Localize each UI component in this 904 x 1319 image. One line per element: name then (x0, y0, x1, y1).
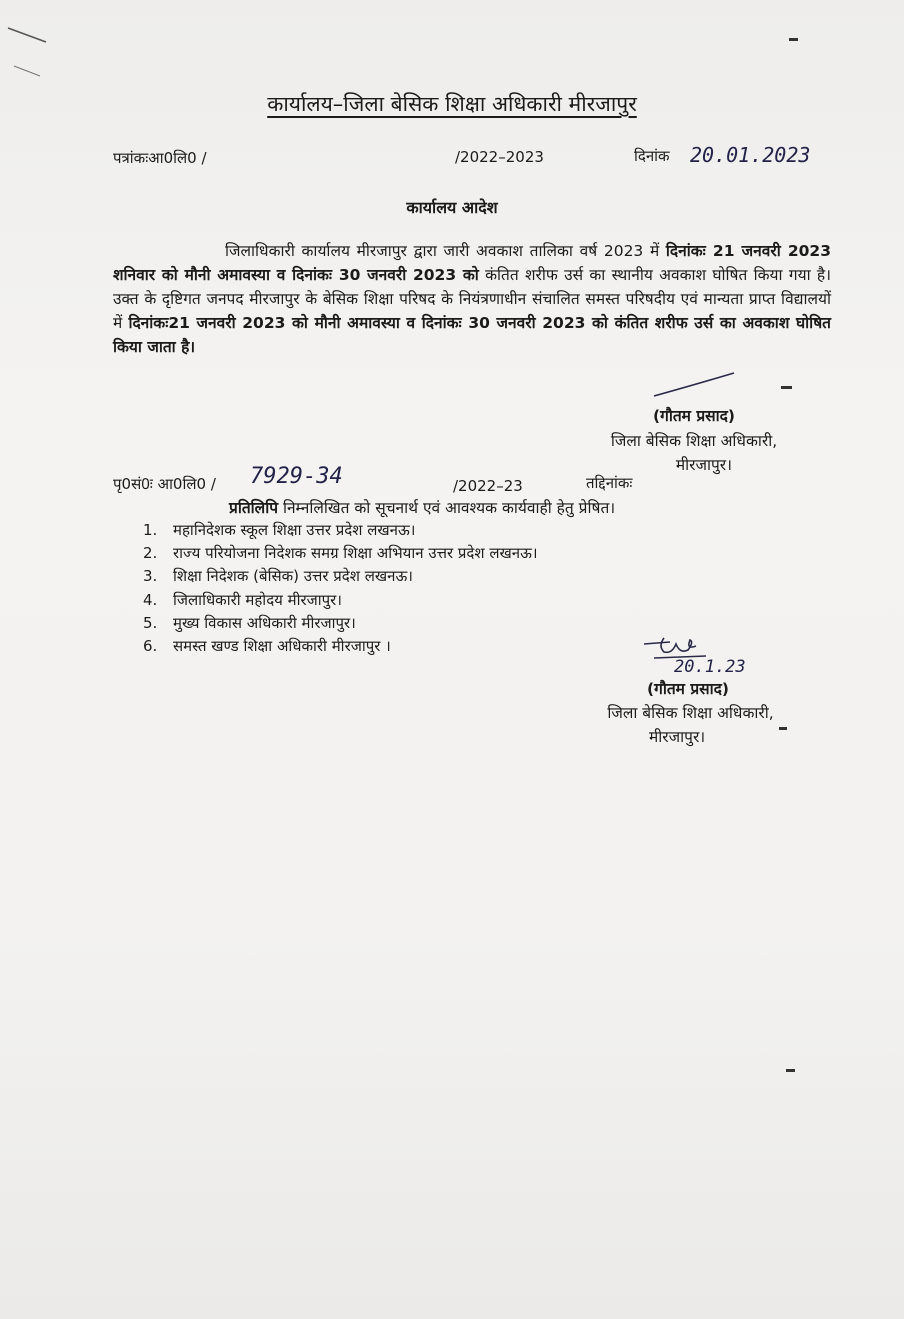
order-heading: कार्यालय आदेश (406, 198, 498, 217)
list-item: 6. समस्त खण्ड शिक्षा अधिकारी मीरजापुर । (143, 637, 391, 656)
endorsement-date-label: तद्दिनांकः (586, 474, 633, 492)
dot-mark (779, 727, 787, 730)
copy-to-text: निम्नलिखित को सूचनार्थ एवं आवश्यक कार्यवाही हेतु प्रेषित। (278, 499, 616, 517)
list-item: 2. राज्य परियोजना निदेशक समग्र शिक्षा अभियान उत्तर प्रदेश लखनऊ। (143, 544, 538, 563)
endorsement-ref-label: पृ0सं0ः आ0लि0 / (113, 475, 216, 493)
signatory-name-1: (गौतम प्रसाद) (653, 407, 735, 425)
signatory-place-1: मीरजापुर। (675, 456, 732, 474)
list-item: 3. शिक्षा निदेशक (बेसिक) उत्तर प्रदेश लखनऊ। (143, 567, 413, 586)
body-text-1: जिलाधिकारी कार्यालय मीरजापुर द्वारा जारी अवकाश तालिका वर्ष 2023 में (225, 242, 666, 260)
date-label: दिनांक (634, 147, 670, 165)
office-title: कार्यालय–जिला बेसिक शिक्षा अधिकारी मीरजापुर (267, 92, 637, 116)
signature-stroke-1 (650, 368, 750, 404)
list-item: 5. मुख्य विकास अधिकारी मीरजापुर। (143, 613, 356, 632)
endorsement-year: /2022–23 (453, 477, 523, 495)
body-bold-1: दिनांकः 21 जनवरी 2023 शनिवार को मौनी अमावस्या व दिनांकः 30 जनवरी 2023 को (113, 242, 831, 284)
list-item: 4. जिलाधिकारी महोदय मीरजापुर। (143, 590, 342, 609)
dot-mark (786, 1069, 795, 1072)
endorsement-ref-number: 7929-34 (250, 464, 343, 489)
copy-to-bold: प्रतिलिपि (229, 499, 279, 517)
body-text-2: कंतित शरीफ उर्स का स्थानीय अवकाश घोषित किया गया है। उक्त के दृष्टिगत जनपद मीरजापुर के बेसिक शिक्षा परिषद के नियंत्रणाधीन संचालित समस्त परिषदीय एवं मान्यता प्राप्त विद्यालयों में (113, 266, 831, 332)
signatory-designation-2: जिला बेसिक शिक्षा अधिकारी, (607, 704, 774, 722)
signatory-name-2: (गौतम प्रसाद) (647, 680, 729, 698)
signatory-designation-1: जिला बेसिक शिक्षा अधिकारी, (610, 432, 778, 450)
body-bold-2: दिनांकः21 जनवरी 2023 को मौनी अमावस्या व दिनांकः 30 जनवरी 2023 को कंतित शरीफ उर्स का अवकाश घोषित किया जाता है। (113, 314, 831, 356)
dot-mark (781, 386, 792, 389)
recipient-list (143, 519, 538, 658)
signature-handwritten-date: 20.1.23 (674, 657, 746, 677)
margin-marks (0, 20, 60, 80)
letter-number-label: पत्रांकःआ0लि0 / (113, 149, 207, 167)
signatory-place-2: मीरजापुर। (649, 728, 706, 746)
letter-year: /2022–2023 (455, 148, 544, 166)
handwritten-date: 20.01.2023 (690, 143, 811, 167)
dot-mark (789, 38, 798, 41)
order-body (113, 239, 831, 359)
list-item: 1. महानिदेशक स्कूल शिक्षा उत्तर प्रदेश लखनऊ। (143, 521, 416, 539)
copy-to-line (229, 496, 615, 518)
